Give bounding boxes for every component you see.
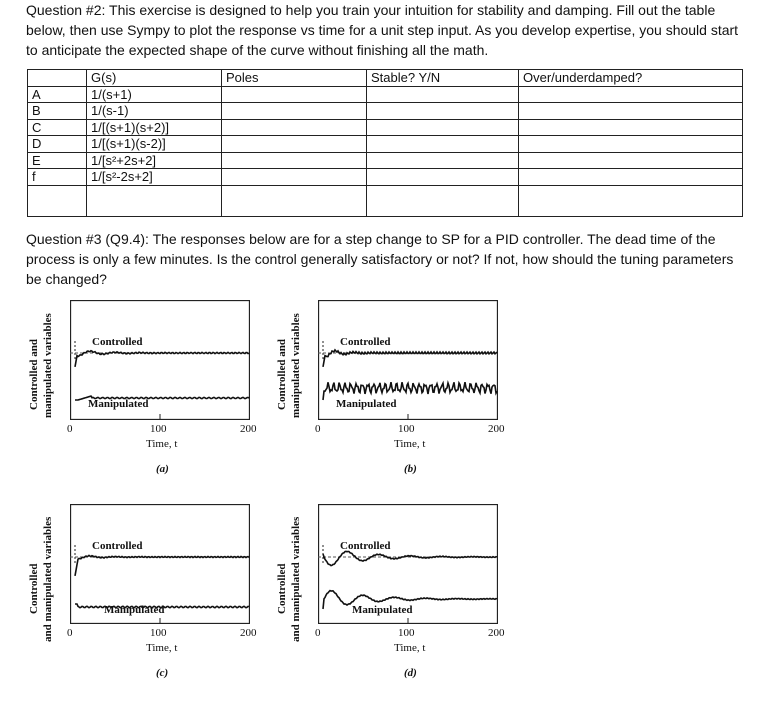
row-gs: 1/[s²-2s+2]	[87, 169, 222, 186]
row-label: A	[28, 86, 87, 103]
table-row	[28, 103, 743, 120]
row-label: E	[28, 152, 87, 169]
question-2	[26, 0, 751, 60]
x-tick-100: 100	[150, 627, 167, 639]
row-gs: 1/[(s+1)(s+2)]	[87, 119, 222, 136]
manipulated-label: Manipulated	[104, 604, 165, 616]
manipulated-label: Manipulated	[352, 604, 413, 616]
x-axis-label: Time, t	[146, 438, 178, 450]
table-row	[28, 152, 743, 169]
blank-cell	[28, 185, 87, 216]
poles-cell[interactable]	[222, 136, 367, 153]
x-tick-100: 100	[398, 627, 415, 639]
x-tick-200: 200	[488, 423, 505, 435]
header-poles: Poles	[222, 70, 367, 87]
row-label: f	[28, 169, 87, 186]
x-tick-100: 100	[150, 423, 167, 435]
manipulated-label: Manipulated	[88, 398, 149, 410]
question-3-text: Question #3 (Q9.4): The responses below are for a step change to SP for a PID controller. The dead time of the process is only a few minutes. Is the control generally satisfactory or not? If not, how should the tuning parameters be changed?	[26, 231, 734, 287]
plot-caption: (d)	[404, 667, 417, 679]
table-row	[28, 119, 743, 136]
controlled-label: Controlled	[340, 336, 391, 348]
x-tick-200: 200	[240, 627, 257, 639]
header-gs: G(s)	[87, 70, 222, 87]
header-damping: Over/underdamped?	[519, 70, 743, 87]
damping-cell[interactable]	[519, 119, 743, 136]
damping-cell[interactable]	[519, 169, 743, 186]
x-tick-0: 0	[315, 423, 321, 435]
stable-cell[interactable]	[367, 103, 519, 120]
question-3	[26, 229, 751, 289]
stable-cell[interactable]	[367, 86, 519, 103]
blank-cell	[519, 185, 743, 216]
damping-cell[interactable]	[519, 86, 743, 103]
blank-cell	[87, 185, 222, 216]
blank-cell	[222, 185, 367, 216]
x-tick-200: 200	[488, 627, 505, 639]
blank-cell	[367, 185, 519, 216]
y-axis-label-line1: Controlled	[28, 563, 40, 614]
y-axis-label-line1: Controlled and	[276, 338, 288, 410]
y-axis-label-line1: Controlled and	[28, 338, 40, 410]
plot-caption: (a)	[156, 463, 169, 475]
x-axis-label: Time, t	[394, 642, 426, 654]
controlled-curve	[323, 350, 497, 367]
poles-cell[interactable]	[222, 169, 367, 186]
stable-cell[interactable]	[367, 119, 519, 136]
poles-cell[interactable]	[222, 119, 367, 136]
poles-cell[interactable]	[222, 103, 367, 120]
stable-cell[interactable]	[367, 136, 519, 153]
header-stable: Stable? Y/N	[367, 70, 519, 87]
row-label: D	[28, 136, 87, 153]
x-tick-0: 0	[67, 627, 73, 639]
stable-cell[interactable]	[367, 152, 519, 169]
row-gs: 1/[s²+2s+2]	[87, 152, 222, 169]
poles-cell[interactable]	[222, 86, 367, 103]
manipulated-label: Manipulated	[336, 398, 397, 410]
row-label: B	[28, 103, 87, 120]
controlled-label: Controlled	[340, 540, 391, 552]
damping-cell[interactable]	[519, 152, 743, 169]
x-axis-label: Time, t	[394, 438, 426, 450]
x-tick-0: 0	[315, 627, 321, 639]
y-axis-label-line1: Controlled	[276, 563, 288, 614]
header-blank	[28, 70, 87, 87]
stability-table	[27, 69, 743, 217]
x-axis-label: Time, t	[146, 642, 178, 654]
table-row-blank	[28, 185, 743, 216]
row-gs: 1/(s-1)	[87, 103, 222, 120]
row-gs: 1/[(s+1)(s-2)]	[87, 136, 222, 153]
stable-cell[interactable]	[367, 169, 519, 186]
poles-cell[interactable]	[222, 152, 367, 169]
plot-caption: (b)	[404, 463, 417, 475]
table-row	[28, 136, 743, 153]
table-row	[28, 86, 743, 103]
plot-caption: (c)	[156, 667, 169, 679]
row-gs: 1/(s+1)	[87, 86, 222, 103]
controlled-label: Controlled	[92, 336, 143, 348]
row-label: C	[28, 119, 87, 136]
y-axis-label-line2: and manipulated variables	[290, 516, 302, 642]
y-axis-label-line2: and manipulated variables	[42, 516, 54, 642]
y-axis-label-line2: manipulated variables	[290, 313, 302, 418]
controlled-curve	[75, 555, 249, 576]
x-tick-100: 100	[398, 423, 415, 435]
x-tick-0: 0	[67, 423, 73, 435]
controlled-label: Controlled	[92, 540, 143, 552]
x-tick-200: 200	[240, 423, 257, 435]
damping-cell[interactable]	[519, 103, 743, 120]
y-axis-label-line2: manipulated variables	[42, 313, 54, 418]
table-row	[28, 169, 743, 186]
table-header-row	[28, 70, 743, 87]
damping-cell[interactable]	[519, 136, 743, 153]
controlled-curve	[323, 551, 497, 565]
question-2-text: Question #2: This exercise is designed to help you train your intuition for stability and damping. Fill out the table below, then use Sympy to plot the response vs time for a unit step input. As you develop expertise, you should start to anticipate the expected shape of the curve without finishing all the math.	[26, 2, 739, 58]
